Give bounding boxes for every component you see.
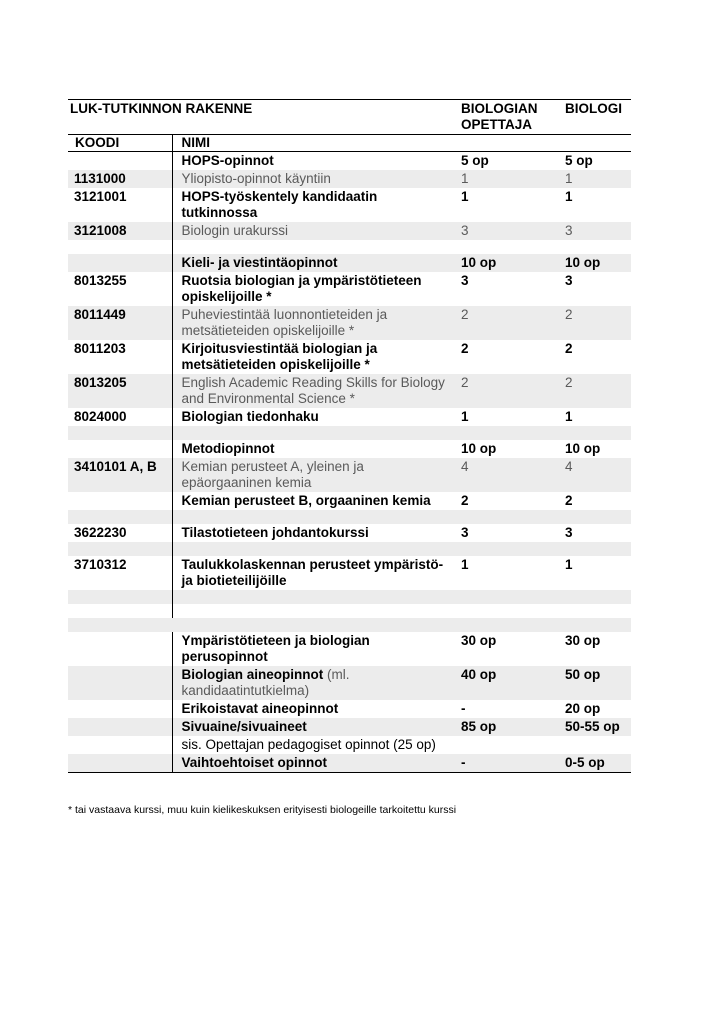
table-row: 3710312 Taulukkolaskennan perusteet ympäristö- ja biotieteilijöille 1 1 bbox=[74, 557, 573, 588]
table-row: 3410101 A, B Kemian perusteet A, yleinen ja epäorgaaninen kemia 4 4 bbox=[68, 458, 631, 492]
table-title: LUK-TUTKINNON RAKENNE bbox=[68, 100, 454, 135]
table-row: 3121001 HOPS-työskentely kandidaatin tutkinnossa 1 1 bbox=[74, 189, 573, 220]
table-row: Vaihtoehtoiset opinnot - 0-5 op bbox=[68, 754, 631, 773]
table-row: Ympäristötieteen ja biologian perusopinnot 30 op 30 op bbox=[68, 632, 631, 666]
table-row: Kieli- ja viestintäopinnot 10 op 10 op bbox=[68, 254, 631, 272]
table-row: Kemian perusteet B, orgaaninen kemia 2 2 bbox=[68, 492, 631, 510]
table-row: 8011203 Kirjoitusviestintää biologian ja metsätieteiden opiskelijoille * 2 2 bbox=[74, 341, 573, 372]
column-header-biology-teacher: BIOLOGIAN OPETTAJA bbox=[454, 100, 558, 135]
column-header-row bbox=[68, 135, 631, 152]
spacer-row bbox=[68, 240, 631, 254]
table-title-row bbox=[68, 100, 631, 135]
degree-structure-table bbox=[68, 99, 631, 773]
table-row: 8013255 Ruotsia biologian ja ympäristötieteen opiskelijoille * 3 3 bbox=[74, 273, 573, 304]
table-row: 1131000 Yliopisto-opinnot käyntiin 1 1 bbox=[68, 170, 631, 188]
table-row: HOPS-opinnot 5 op 5 op bbox=[68, 152, 631, 171]
table-row: 3121008 Biologin urakurssi 3 3 bbox=[68, 222, 631, 240]
spacer-row bbox=[68, 510, 631, 524]
table-row: 8011449 Puheviestintää luonnontieteiden ja metsätieteiden opiskelijoille * 2 2 bbox=[68, 306, 631, 340]
spacer-row bbox=[68, 542, 631, 556]
table-row: 3622230 Tilastotieteen johdantokurssi 3 3 bbox=[74, 525, 573, 540]
column-header-name: NIMI bbox=[172, 135, 454, 152]
table-row: Erikoistavat aineopinnot - 20 op bbox=[68, 700, 631, 718]
footnote: * tai vastaava kurssi, muu kuin kielikeskuksen erityisesti biologeille tarkoitettu kurssi bbox=[68, 804, 457, 816]
table-row: 8013205 English Academic Reading Skills for Biology and Environmental Science * 2 2 bbox=[68, 374, 631, 408]
table-row: 8024000 Biologian tiedonhaku 1 1 bbox=[74, 409, 573, 424]
table-row: Sivuaine/sivuaineet 85 op 50-55 op bbox=[68, 718, 631, 736]
table-row: Biologian aineopinnot (ml. kandidaatintutkielma) 40 op 50 op bbox=[68, 666, 631, 700]
column-header-biologist: BIOLOGI bbox=[558, 100, 631, 135]
spacer-row bbox=[68, 426, 631, 440]
spacer-row bbox=[68, 618, 631, 632]
column-header-code: KOODI bbox=[68, 135, 172, 152]
spacer-row bbox=[68, 604, 631, 618]
table-row: sis. Opettajan pedagogiset opinnot (25 op) bbox=[68, 736, 631, 754]
table-row: Metodiopinnot 10 op 10 op bbox=[68, 440, 631, 458]
spacer-row bbox=[68, 590, 631, 604]
